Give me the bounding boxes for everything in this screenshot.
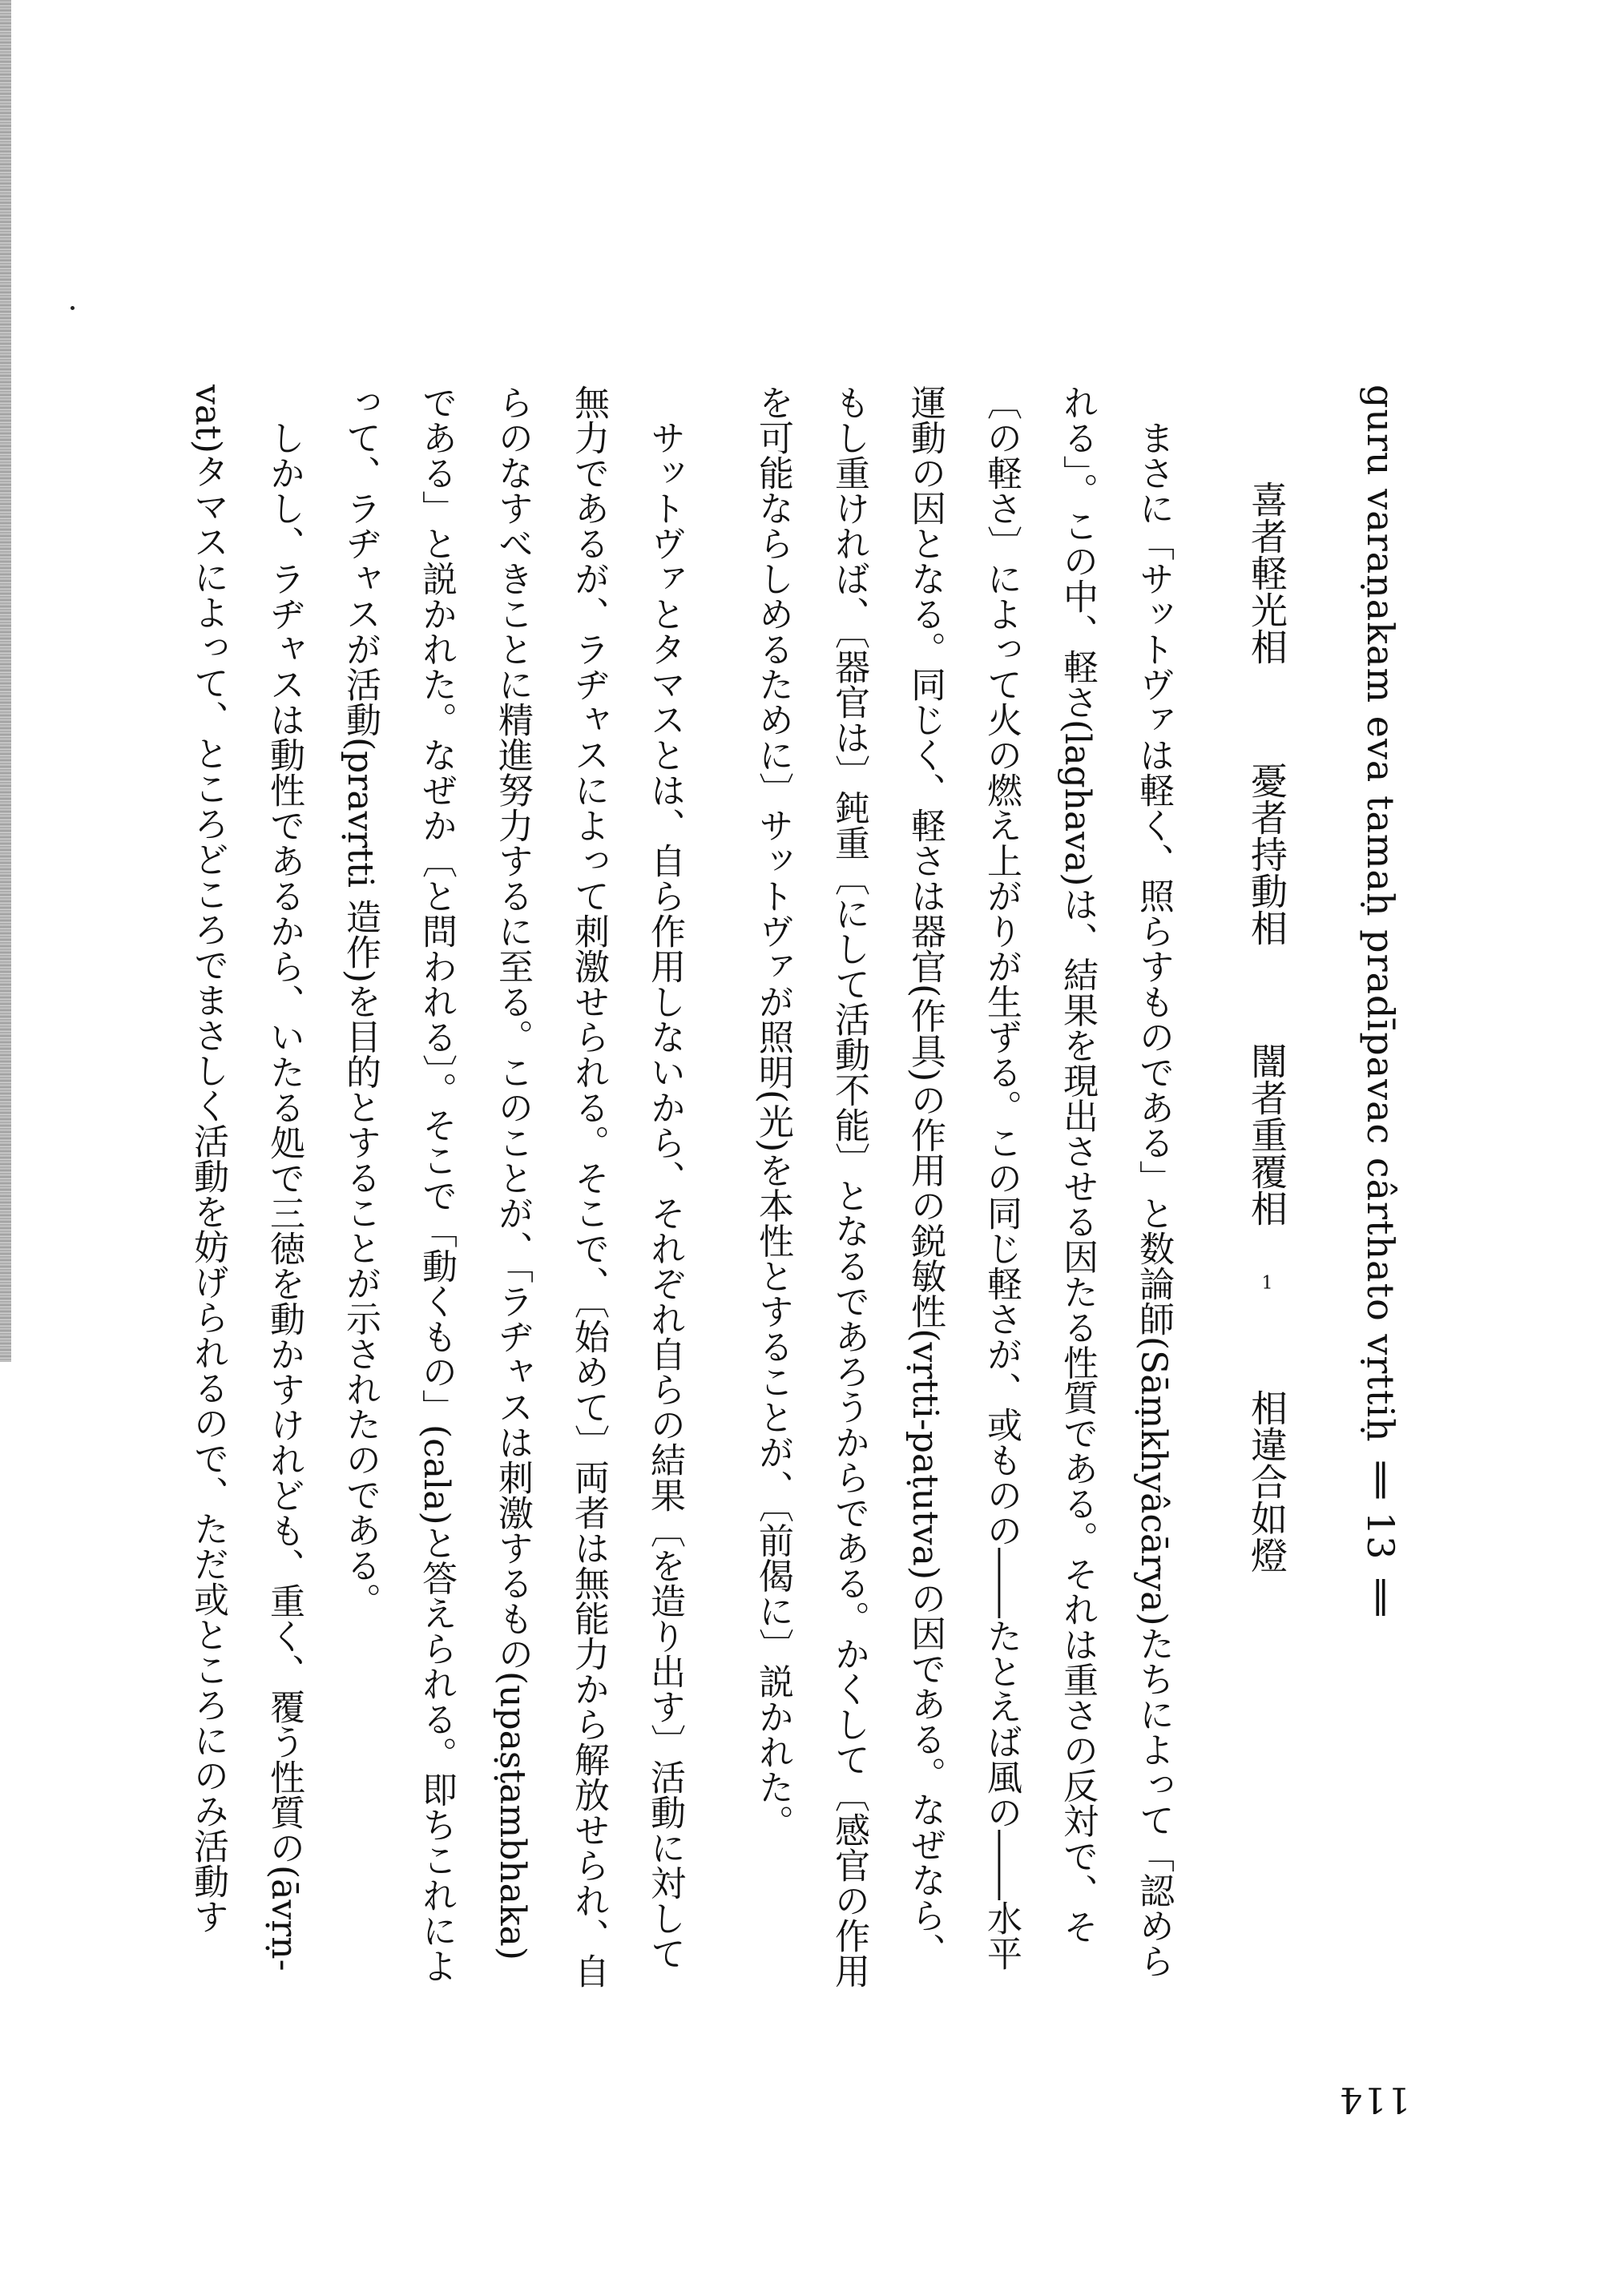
scan-edge (0, 0, 11, 1362)
verse-phrase-2: 憂者持動相 (1245, 761, 1288, 946)
verse-phrase-3: 闇者重覆相 (1245, 1042, 1288, 1227)
verse-phrase-4: 相違合如燈 (1245, 1388, 1288, 1573)
vertical-text-body (188, 385, 1418, 1995)
paragraph-2: サットヴァとタマスとは、自ら作用しないから、それぞれ自らの結果〔を造り出す〕活動に対して無力であるが、ラヂャスによって刺激せられる。そこで、〔始めて〕両者は無能力から解放せられ、自らのなすべきことに精進努力するに至る。このことが、「ラヂャスは刺激するもの(upaṣṭambhaka)である」と説かれた。なぜか〔と問われる〕。そこで「動くもの」(cala)と答えられる。即ちこれによって、ラヂャスが活動(pravṛtti 造作)を目的とすることが示されたのである。 (340, 385, 685, 1988)
chinese-verse (1228, 481, 1305, 1947)
verse-phrase-1: 喜者軽光相 (1245, 481, 1288, 665)
speck (71, 306, 75, 310)
sanskrit-verse: guru varaṇakam eva tamaḥ pradīpavac cârthato vṛttiḥ ‖ 13 ‖ (1359, 385, 1402, 1617)
paragraph-3: しかし、ラヂャスは動性であるから、いたる処で三徳を動かすけれども、重く、覆う性質の(āvṛṇ-vat)タマスによって、ところどころでまさしく活動を妨げられるので、ただ或ところにのみ活動す (188, 385, 304, 1972)
note-mark-1: 1 (1261, 1275, 1273, 1293)
page-number: 114 (1338, 2079, 1410, 2120)
paragraph-1: まさに「サットヴァは軽く、照らすものである」と数論師(Sāṃkhyâcārya)たちによって「認められる」。この中、軽さ(laghava)は、結果を現出させる因たる性質である。それは重さの反対で、そ〔の軽さ〕によって火の燃え上がりが生ずる。この同じ軽さが、或ものの――たとえば風の――水平運動の因となる。同じく、軽さは器官(作具)の作用の鋭敏性(vṛtti-paṭutva)の因である。なぜなら、もし重ければ、〔器官は〕鈍重〔にして活動不能〕となるであろうからである。かくして〔感官の作用を可能ならしめるために〕サットヴァが照明(光)を本性とすることが、〔前偈に〕説かれた。 (752, 385, 1174, 1988)
